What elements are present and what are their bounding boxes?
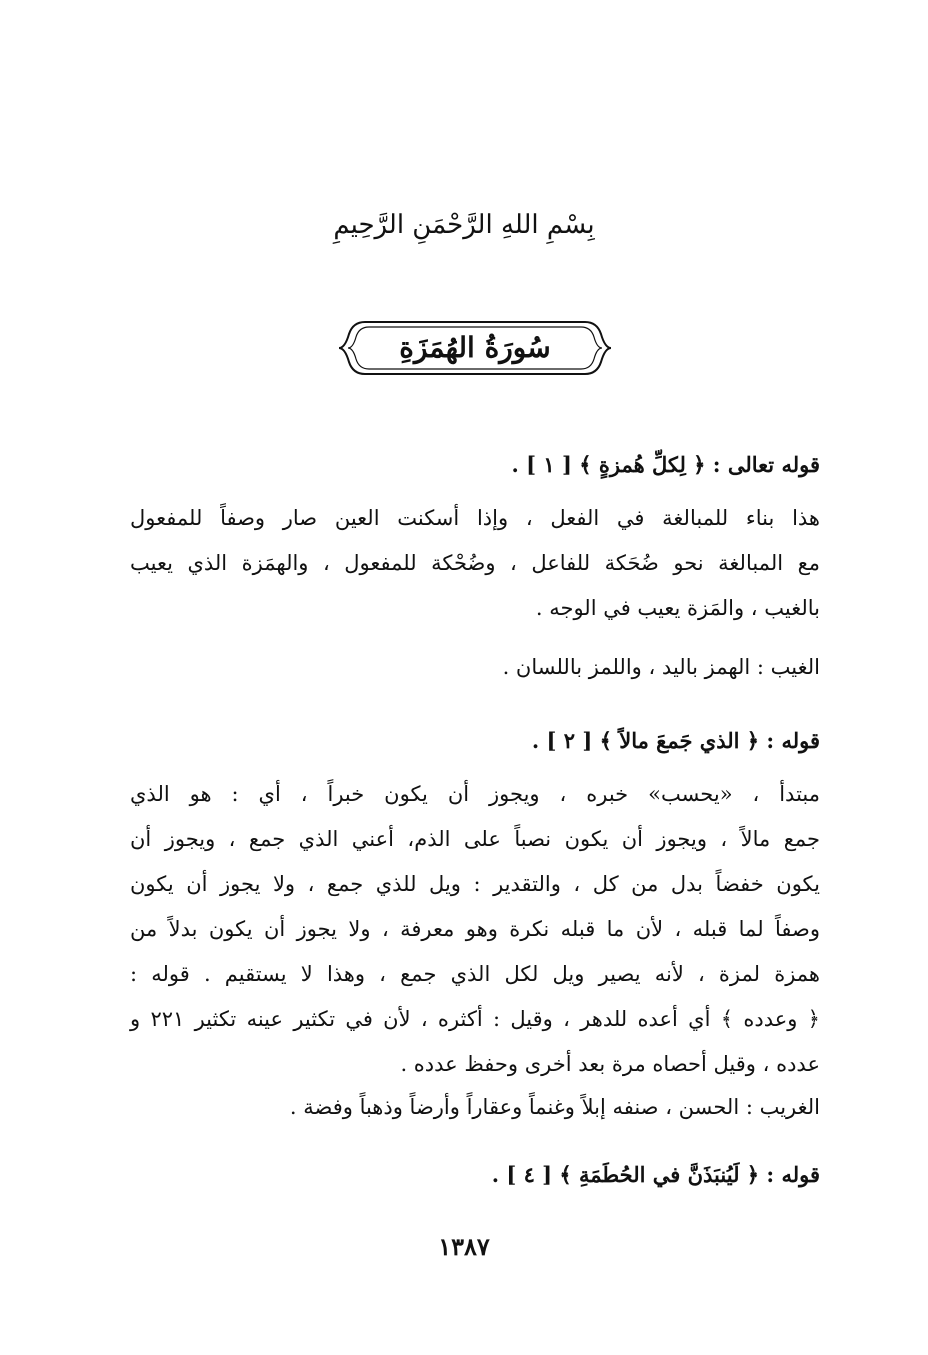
- paragraph-2-line: عدده ، وقيل أحصاه مرة بعد أخرى وحفظ عدده .: [400, 1052, 820, 1076]
- surah-title: سُورَةُ الهُمَزَةِ: [399, 331, 551, 364]
- surah-title-frame: [335, 318, 615, 378]
- verse-heading-2-text: قوله : ﴿ الذي جَمعَ مالاً ﴾ [ ٢ ] .: [531, 728, 820, 753]
- basmala: بِسْمِ اللهِ الرَّحْمَنِ الرَّحِيمِ: [333, 210, 595, 240]
- paragraph-1-line: مع المبالغة نحو ضُحَكة للفاعل ، وضُحْكة للمفعول ، والهمَزة الذي يعيب: [130, 551, 820, 575]
- page-number: ١٣٨٧: [438, 1232, 490, 1261]
- paragraph-2-line: يكون خفضاً بدل من كل ، والتقدير : ويل للذي جمع ، ولا يجوز أن يكون: [130, 872, 820, 896]
- verse-heading-3-text: قوله : ﴿ لَيُنبَذَنَّ في الحُطَمَةِ ﴾ [ ٤ ] .: [491, 1162, 820, 1187]
- paragraph-2-line: ﴿ وعدده ﴾ أي أعده للدهر ، وقيل : أكثره ، لأن في تكثير عينه تكثير ٢٢١ و: [130, 1007, 820, 1031]
- paragraph-2-line: وصفاً لما قبله ، لأن ما قبله نكرة وهو معرفة ، ولا يجوز أن يكون بدلاً من: [130, 917, 820, 941]
- paragraph-2-line: جمع مالاً ، ويجوز أن يكون نصباً على الذم، أعني الذي جمع ، ويجوز أن: [130, 827, 820, 851]
- paragraph-2: [130, 772, 820, 1087]
- gharib-note-1: [130, 645, 820, 690]
- paragraph-2-line: همزة لمزة ، لأنه يصير ويل لكل الذي جمع ، وهذا لا يستقيم . قوله :: [130, 962, 820, 986]
- gharib-note-2: [130, 1085, 820, 1130]
- paragraph-2-line: مبتدأ ، «يحسب» خبره ، ويجوز أن يكون خبراً ، أي : هو الذي: [130, 782, 820, 806]
- gharib-note-1-text: الغيب : الهمز باليد ، واللمز باللسان .: [502, 655, 820, 679]
- paragraph-1-line: هذا بناء للمبالغة في الفعل ، وإذا أسكنت العين صار وصفاً للمفعول: [130, 506, 820, 530]
- verse-heading-2: [130, 718, 820, 763]
- gharib-note-2-text: الغريب : الحسن ، صنفه إبلاً وغنماً وعقاراً وأرضاً وذهباً وفضة .: [289, 1095, 820, 1119]
- paragraph-1-line: بالغيب ، والمَزة يعيب في الوجه .: [535, 596, 820, 620]
- verse-heading-1-text: قوله تعالى : ﴿ لِكلِّ هُمزةٍ ﴾ [ ١ ] .: [511, 452, 820, 477]
- verse-heading-3: [130, 1152, 820, 1197]
- paragraph-1: [130, 496, 820, 631]
- verse-heading-1: [130, 442, 820, 487]
